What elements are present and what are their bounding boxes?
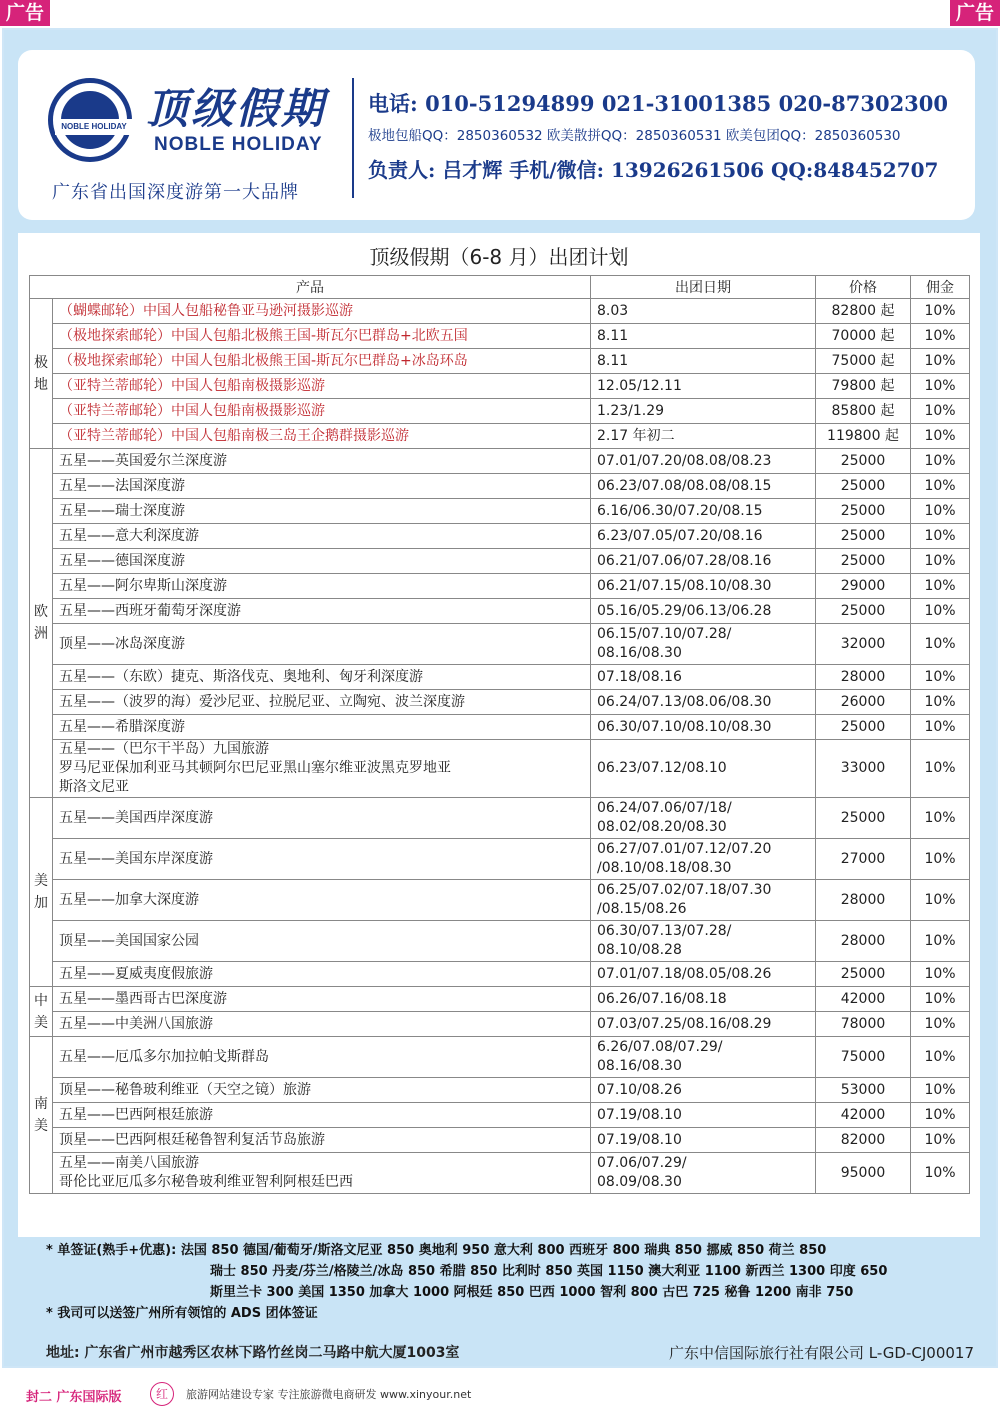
phone-numbers: 电话: 010-51294899 021-31001385 020-87302300 — [368, 91, 949, 116]
cell-price: 70000 起 — [816, 324, 911, 349]
cell-product: （极地探索邮轮）中国人包船北极熊王国-斯瓦尔巴群岛+北欧五国 — [53, 324, 591, 349]
cell-date: 07.19/08.10 — [591, 1103, 816, 1128]
cell-commission: 10% — [911, 1037, 970, 1078]
table-row — [30, 324, 970, 349]
cell-product: 五星——美国东岸深度游 — [53, 839, 591, 880]
table-header-row — [30, 276, 970, 299]
cell-date: 6.23/07.05/07.20/08.16 — [591, 524, 816, 549]
cell-product: 五星——阿尔卑斯山深度游 — [53, 574, 591, 599]
cell-price: 25000 — [816, 499, 911, 524]
schedule-title: 顶级假期（6-8 月）出团计划 — [369, 245, 629, 269]
visa-line-2: 瑞士 850 丹麦/芬兰/格陵兰/冰岛 850 希腊 850 比利时 850 英国 1150 澳大利亚 1100 新西兰 1300 印度 650 — [210, 1264, 888, 1279]
cell-commission: 10% — [911, 574, 970, 599]
cell-price: 75000 起 — [816, 349, 911, 374]
region-label: 中美 — [34, 992, 48, 1031]
page-label: 封二 广东国际版 — [26, 1390, 122, 1405]
cell-product: 五星——美国西岸深度游 — [53, 798, 591, 839]
table-row — [30, 599, 970, 624]
cell-commission: 10% — [911, 740, 970, 798]
cell-price: 29000 — [816, 574, 911, 599]
divider — [352, 78, 354, 198]
region-cell — [30, 449, 53, 798]
table-row — [30, 424, 970, 449]
cell-date: 06.24/07.13/08.06/08.30 — [591, 690, 816, 715]
cell-product: 顶星——秘鲁玻利维亚（天空之镜）旅游 — [53, 1078, 591, 1103]
cell-price: 32000 — [816, 624, 911, 665]
cell-commission: 10% — [911, 1078, 970, 1103]
region-cell — [30, 299, 53, 449]
region-label: 美加 — [34, 873, 48, 911]
cell-product: 五星——（巴尔干半岛）九国旅游 罗马尼亚保加利亚马其顿阿尔巴尼亚黑山塞尔维亚波黑克罗地亚 斯洛文尼亚 — [53, 740, 591, 798]
cell-date: 07.18/08.16 — [591, 665, 816, 690]
cell-commission: 10% — [911, 449, 970, 474]
responsible-contact: 负责人: 吕才辉 手机/微信: 13926261506 QQ:848452707 — [368, 158, 939, 182]
cell-price: 25000 — [816, 599, 911, 624]
cell-commission: 10% — [911, 499, 970, 524]
cell-date: 06.24/07.06/07/18/ 08.02/08.20/08.30 — [591, 798, 816, 839]
header-product: 产品 — [30, 276, 591, 299]
cell-price: 25000 — [816, 549, 911, 574]
cell-date: 06.21/07.15/08.10/08.30 — [591, 574, 816, 599]
logo-text: NOBLE HOLIDAY — [55, 119, 133, 135]
cell-date: 8.11 — [591, 324, 816, 349]
table-row — [30, 474, 970, 499]
cell-date: 06.27/07.01/07.12/07.20 /08.10/08.18/08.30 — [591, 839, 816, 880]
table-row — [30, 740, 970, 798]
schedule-table — [29, 275, 970, 1194]
cell-commission: 10% — [911, 299, 970, 324]
address-bar — [28, 1338, 980, 1368]
cell-date: 12.05/12.11 — [591, 374, 816, 399]
cell-date: 07.01/07.18/08.05/08.26 — [591, 962, 816, 987]
region-cell — [30, 798, 53, 987]
cell-price: 25000 — [816, 962, 911, 987]
region-label: 南美 — [34, 1096, 48, 1134]
cell-price: 33000 — [816, 740, 911, 798]
cell-price: 25000 — [816, 798, 911, 839]
cell-price: 79800 起 — [816, 374, 911, 399]
table-row — [30, 299, 970, 324]
ads-note: * 我司可以送签广州所有领馆的 ADS 团体签证 — [46, 1306, 318, 1321]
cell-price: 26000 — [816, 690, 911, 715]
table-row — [30, 798, 970, 839]
cell-product: （亚特兰蒂邮轮）中国人包船南极三岛王企鹅群摄影巡游 — [53, 424, 591, 449]
logo-icon — [48, 78, 132, 162]
cell-product: 五星——意大利深度游 — [53, 524, 591, 549]
table-row — [30, 1037, 970, 1078]
cell-product: 五星——南美八国旅游 哥伦比亚厄瓜多尔秘鲁玻利维亚智利阿根廷巴西 — [53, 1153, 591, 1194]
cell-date: 06.21/07.06/07.28/08.16 — [591, 549, 816, 574]
cell-product: 五星——希腊深度游 — [53, 715, 591, 740]
table-row — [30, 1153, 970, 1194]
cell-product: 五星——英国爱尔兰深度游 — [53, 449, 591, 474]
cell-product: 顶星——美国国家公园 — [53, 921, 591, 962]
cell-commission: 10% — [911, 599, 970, 624]
cell-commission: 10% — [911, 624, 970, 665]
region-cell — [30, 1037, 53, 1194]
table-row — [30, 665, 970, 690]
table-row — [30, 1012, 970, 1037]
cell-product: 五星——夏威夷度假旅游 — [53, 962, 591, 987]
region-cell — [30, 987, 53, 1037]
badge-icon: 红 — [150, 1382, 174, 1406]
cell-date: 6.16/06.30/07.20/08.15 — [591, 499, 816, 524]
cell-price: 53000 — [816, 1078, 911, 1103]
table-row — [30, 549, 970, 574]
table-row — [30, 449, 970, 474]
cell-commission: 10% — [911, 549, 970, 574]
cell-commission: 10% — [911, 690, 970, 715]
header-date: 出团日期 — [591, 276, 816, 299]
brand-slogan: 广东省出国深度游第一大品牌 — [52, 182, 299, 203]
visa-line-3: 斯里兰卡 300 美国 1350 加拿大 1000 阿根廷 850 巴西 1000 智利 800 古巴 725 秘鲁 1200 南非 750 — [210, 1285, 854, 1300]
cell-price: 28000 — [816, 921, 911, 962]
cell-date: 07.10/08.26 — [591, 1078, 816, 1103]
header-commission: 佣金 — [911, 276, 970, 299]
table-row — [30, 399, 970, 424]
cell-product: 五星——瑞士深度游 — [53, 499, 591, 524]
cell-price: 82000 — [816, 1128, 911, 1153]
cell-product: 五星——（波罗的海）爱沙尼亚、拉脱尼亚、立陶宛、波兰深度游 — [53, 690, 591, 715]
page-footer — [0, 1376, 1000, 1411]
cell-date: 07.01/07.20/08.08/08.23 — [591, 449, 816, 474]
brand-name-en: NOBLE HOLIDAY — [154, 134, 323, 155]
cell-date: 06.23/07.12/08.10 — [591, 740, 816, 798]
cell-commission: 10% — [911, 1128, 970, 1153]
cell-price: 75000 — [816, 1037, 911, 1078]
cell-product: 五星——西班牙葡萄牙深度游 — [53, 599, 591, 624]
brand-name-cn: 顶级假期 — [146, 84, 327, 133]
company-name: 广东中信国际旅行社有限公司 L-GD-CJ00017 — [668, 1344, 974, 1362]
table-row — [30, 1128, 970, 1153]
cell-price: 27000 — [816, 839, 911, 880]
cell-date: 2.17 年初二 — [591, 424, 816, 449]
cell-date: 06.30/07.10/08.10/08.30 — [591, 715, 816, 740]
table-body — [30, 299, 970, 1194]
cell-date: 07.19/08.10 — [591, 1128, 816, 1153]
region-label: 极地 — [34, 354, 48, 393]
cell-commission: 10% — [911, 424, 970, 449]
table-row — [30, 987, 970, 1012]
table-row — [30, 1078, 970, 1103]
table-row — [30, 574, 970, 599]
cell-commission: 10% — [911, 324, 970, 349]
table-row — [30, 524, 970, 549]
table-row — [30, 374, 970, 399]
cell-date: 07.06/07.29/ 08.09/08.30 — [591, 1153, 816, 1194]
ad-label-right: 广告 — [950, 0, 1000, 26]
cell-price: 28000 — [816, 880, 911, 921]
table-row — [30, 499, 970, 524]
cell-date: 06.30/07.13/07.28/ 08.10/08.28 — [591, 921, 816, 962]
cell-date: 8.11 — [591, 349, 816, 374]
cell-commission: 10% — [911, 839, 970, 880]
table-row — [30, 962, 970, 987]
cell-date: 1.23/1.29 — [591, 399, 816, 424]
table-row — [30, 690, 970, 715]
cell-product: 顶星——冰岛深度游 — [53, 624, 591, 665]
table-row — [30, 1103, 970, 1128]
cell-commission: 10% — [911, 962, 970, 987]
cell-commission: 10% — [911, 524, 970, 549]
cell-product: 五星——（东欧）捷克、斯洛伐克、奥地利、匈牙利深度游 — [53, 665, 591, 690]
table-row — [30, 921, 970, 962]
cell-date: 06.23/07.08/08.08/08.15 — [591, 474, 816, 499]
cell-commission: 10% — [911, 349, 970, 374]
table-row — [30, 880, 970, 921]
cell-commission: 10% — [911, 880, 970, 921]
cell-commission: 10% — [911, 1153, 970, 1194]
header-card — [18, 50, 975, 220]
cell-commission: 10% — [911, 1103, 970, 1128]
cell-product: 五星——中美洲八国旅游 — [53, 1012, 591, 1037]
cell-price: 119800 起 — [816, 424, 911, 449]
cell-product: 五星——巴西阿根廷旅游 — [53, 1103, 591, 1128]
cell-price: 95000 — [816, 1153, 911, 1194]
cell-product: （蝴蝶邮轮）中国人包船秘鲁亚马逊河摄影巡游 — [53, 299, 591, 324]
cell-date: 6.26/07.08/07.29/ 08.16/08.30 — [591, 1037, 816, 1078]
cell-date: 06.25/07.02/07.18/07.30 /08.15/08.26 — [591, 880, 816, 921]
cell-date: 8.03 — [591, 299, 816, 324]
qq-numbers: 极地包船QQ：2850360532 欧美散拼QQ：2850360531 欧美包团QQ：2850360530 — [368, 128, 901, 144]
cell-price: 85800 起 — [816, 399, 911, 424]
cell-commission: 10% — [911, 374, 970, 399]
region-label: 欧洲 — [34, 604, 48, 642]
cell-price: 25000 — [816, 715, 911, 740]
cell-price: 25000 — [816, 449, 911, 474]
top-bar — [0, 0, 1000, 28]
cell-date: 06.26/07.16/08.18 — [591, 987, 816, 1012]
cell-product: 五星——加拿大深度游 — [53, 880, 591, 921]
cell-product: 顶星——巴西阿根廷秘鲁智利复活节岛旅游 — [53, 1128, 591, 1153]
cell-price: 25000 — [816, 524, 911, 549]
cell-product: 五星——墨西哥古巴深度游 — [53, 987, 591, 1012]
cell-date: 05.16/05.29/06.13/06.28 — [591, 599, 816, 624]
cell-price: 42000 — [816, 987, 911, 1012]
footer-text: 旅游网站建设专家 专注旅游微电商研发 www.xinyour.net — [186, 1388, 472, 1401]
visa-line-1: * 单签证(熟手+优惠): 法国 850 德国/葡萄牙/斯洛文尼亚 850 奥地利 950 意大利 800 西班牙 800 瑞典 850 挪威 850 荷兰 850 — [46, 1243, 827, 1258]
cell-price: 42000 — [816, 1103, 911, 1128]
table-row — [30, 624, 970, 665]
table-row — [30, 349, 970, 374]
cell-price: 28000 — [816, 665, 911, 690]
cell-commission: 10% — [911, 715, 970, 740]
cell-commission: 10% — [911, 399, 970, 424]
cell-product: 五星——厄瓜多尔加拉帕戈斯群岛 — [53, 1037, 591, 1078]
cell-commission: 10% — [911, 987, 970, 1012]
schedule-section — [18, 233, 980, 1237]
table-row — [30, 839, 970, 880]
visa-notes — [46, 1240, 887, 1324]
cell-commission: 10% — [911, 1012, 970, 1037]
cell-commission: 10% — [911, 921, 970, 962]
cell-date: 07.03/07.25/08.16/08.29 — [591, 1012, 816, 1037]
cell-commission: 10% — [911, 474, 970, 499]
cell-date: 06.15/07.10/07.28/ 08.16/08.30 — [591, 624, 816, 665]
cell-price: 78000 — [816, 1012, 911, 1037]
cell-product: （亚特兰蒂邮轮）中国人包船南极摄影巡游 — [53, 374, 591, 399]
cell-price: 25000 — [816, 474, 911, 499]
cell-product: 五星——德国深度游 — [53, 549, 591, 574]
ad-label-left: 广告 — [0, 0, 50, 26]
address-text: 地址: 广东省广州市越秀区农林下路竹丝岗二马路中航大厦1003室 — [46, 1345, 460, 1361]
cell-product: 五星——法国深度游 — [53, 474, 591, 499]
cell-commission: 10% — [911, 665, 970, 690]
header-price: 价格 — [816, 276, 911, 299]
table-row — [30, 715, 970, 740]
cell-product: （极地探索邮轮）中国人包船北极熊王国-斯瓦尔巴群岛+冰岛环岛 — [53, 349, 591, 374]
cell-price: 82800 起 — [816, 299, 911, 324]
cell-commission: 10% — [911, 798, 970, 839]
cell-product: （亚特兰蒂邮轮）中国人包船南极摄影巡游 — [53, 399, 591, 424]
